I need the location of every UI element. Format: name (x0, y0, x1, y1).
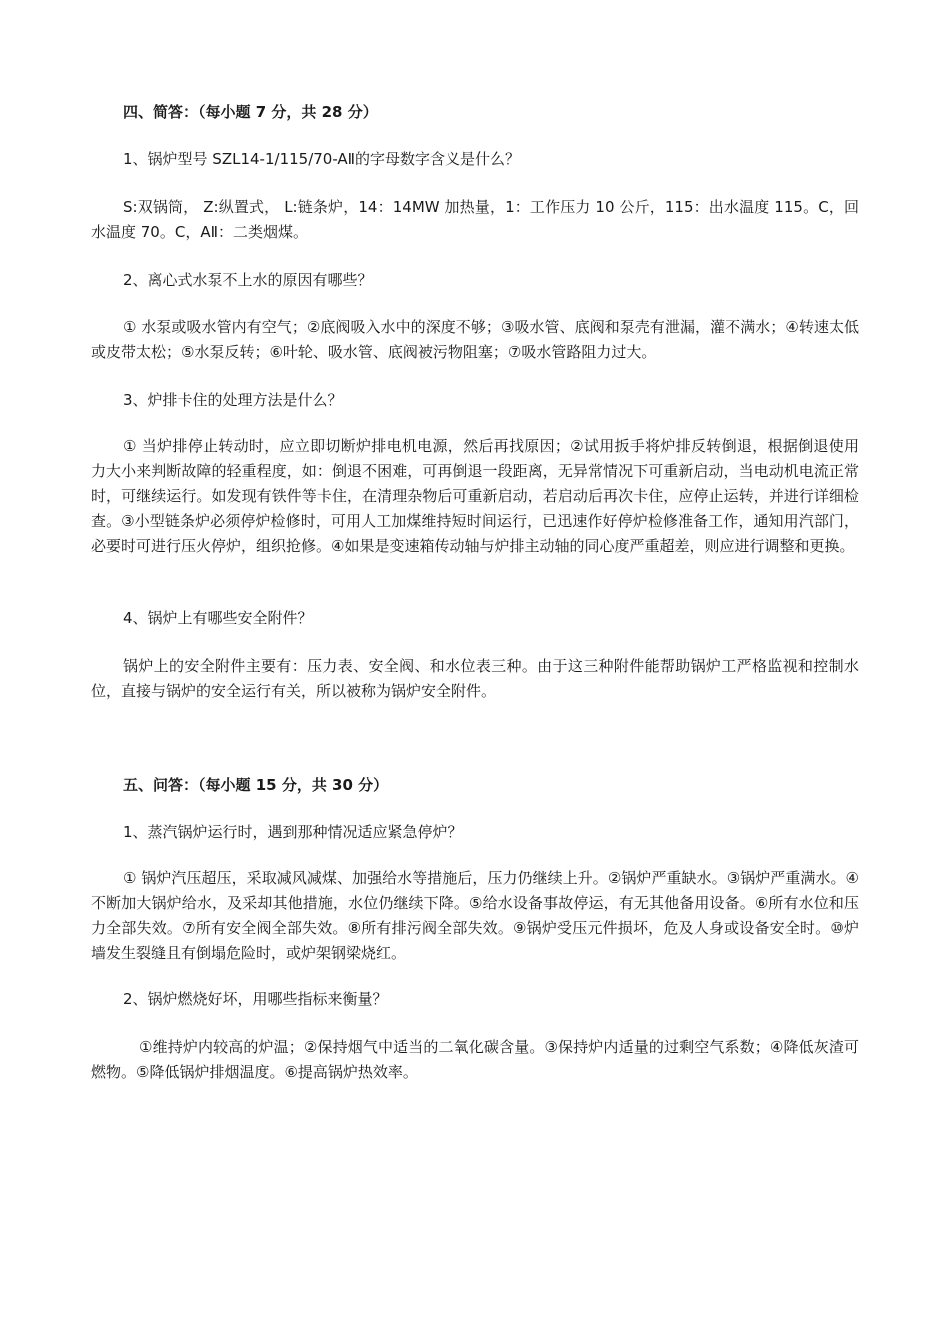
s4-answer-3: ① 当炉排停止转动时，应立即切断炉排电机电源，然后再找原因；②试用扳手将炉排反转倒退，根据倒退使用力大小来判断故障的轻重程度，如：倒退不困难，可再倒退一段距离，无异常情况下可重新启动，当电动机电流正常时，可继续运行。如发现有铁件等卡住，在清理杂物后可重新启动，若启动后再次卡住，应停止运转，并进行详细检查。③小型链条炉必须停炉检修时，可用人工加煤维持短时间运行，已迅速作好停炉检修准备工作，通知用汽部门，必要时可进行压火停炉，组织抢修。④如果是变速箱传动轴与炉排主动轴的同心度严重超差，则应进行调整和更换。 (91, 437, 859, 555)
s4-question-1: 1、锅炉型号 SZL14-1/115/70-AⅡ的字母数字含义是什么？ (123, 150, 521, 168)
s4-answer-4: 锅炉上的安全附件主要有：压力表、安全阀、和水位表三种。由于这三种附件能帮助锅炉工严格监视和控制水位，直接与锅炉的安全运行有关，所以被称为锅炉安全附件。 (91, 657, 859, 700)
s5-question-1: 1、蒸汽锅炉运行时，遇到那种情况适应紧急停炉？ (123, 823, 463, 841)
s4-question-3: 3、炉排卡住的处理方法是什么？ (123, 391, 343, 409)
section-5-heading: 五、问答：（每小题 15 分，共 30 分） (123, 776, 389, 794)
s5-answer-1: ① 锅炉汽压超压，采取减风减煤、加强给水等措施后，压力仍继续上升。②锅炉严重缺水。③锅炉严重满水。④不断加大锅炉给水，及采却其他措施，水位仍继续下降。⑤给水设备事故停运，有无其他备用设备。⑥所有水位和压力全部失效。⑦所有安全阀全部失效。⑧所有排污阀全部失效。⑨锅炉受压元件损坏，危及人身或设备安全时。⑩炉墙发生裂缝且有倒塌危险时，或炉架钢梁烧红。 (91, 869, 859, 962)
s4-question-4: 4、锅炉上有哪些安全附件？ (123, 609, 313, 627)
section-4-heading: 四、简答：（每小题 7 分，共 28 分） (123, 103, 378, 121)
s4-answer-1: S:双锅筒， Z:纵置式， L:链条炉，14：14MW 加热量，1：工作压力 10 公斤，115：出水温度 115。C，回水温度 70。C，AⅡ：二类烟煤。 (91, 198, 859, 241)
s5-question-2: 2、锅炉燃烧好坏，用哪些指标来衡量？ (123, 990, 388, 1008)
s5-answer-2: ①维持炉内较高的炉温；②保持烟气中适当的二氧化碳含量。③保持炉内适量的过剩空气系数；④降低灰渣可燃物。⑤降低锅炉排烟温度。⑥提高锅炉热效率。 (91, 1038, 859, 1081)
s4-answer-2: ① 水泵或吸水管内有空气；②底阀吸入水中的深度不够；③吸水管、底阀和泵壳有泄漏，灌不满水；④转速太低或皮带太松；⑤水泵反转；⑥叶轮、吸水管、底阀被污物阻塞；⑦吸水管路阻力过大。 (91, 318, 859, 361)
s4-question-2: 2、离心式水泵不上水的原因有哪些？ (123, 271, 373, 289)
